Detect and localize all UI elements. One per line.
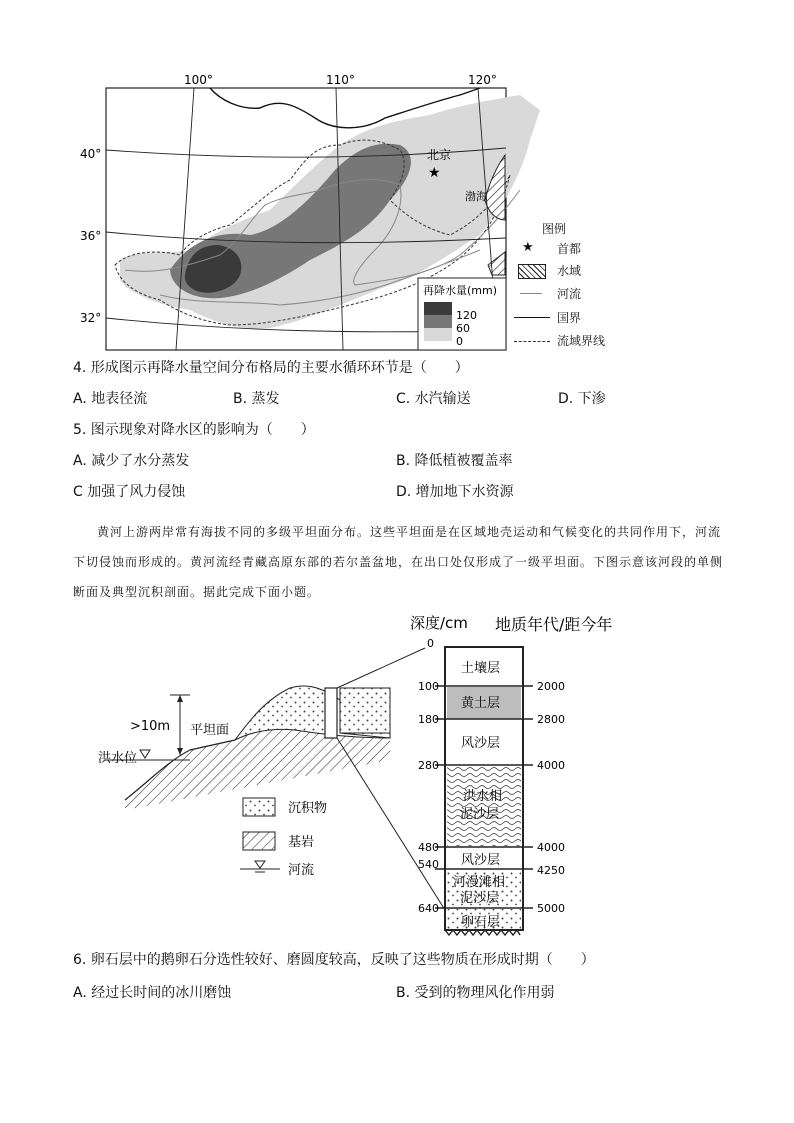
depth-header: 深度/cm (410, 614, 468, 632)
lat-label-40: 40° (80, 147, 102, 161)
legend-basin-icon (514, 341, 550, 342)
layer-label-aeolian-1: 风沙层 (461, 736, 501, 751)
q5-option-d[interactable]: D. 增加地下水资源 (396, 484, 514, 500)
layer-label-soil: 土壤层 (461, 661, 501, 676)
layer-label-flood-2: 泥沙层 (460, 807, 500, 822)
legend-capital-label: 首都 (557, 242, 582, 256)
legend-water-label: 水域 (557, 264, 582, 278)
legend-swatch-mid (424, 315, 452, 328)
q5-stem: 5. 图示现象对降水区的影响为（ ） (73, 422, 315, 438)
lat-label-32: 32° (80, 311, 102, 325)
legend-capital-icon: ★ (522, 240, 534, 255)
layer-label-floodplain-1: 河漫滩相 (453, 875, 506, 890)
sample-column-terrain (325, 688, 337, 738)
legend-border-label: 国界 (557, 311, 582, 325)
height-label: >10m (130, 719, 171, 734)
q4-stem: 4. 形成图示再降水量空间分布格局的主要水循环环节是（ ） (73, 360, 469, 376)
q4-option-c[interactable]: C. 水汽输送 (396, 391, 471, 407)
legend-river-label: 河流 (288, 863, 315, 878)
layer-label-gravel: 卵石层 (461, 915, 501, 930)
q5-option-c[interactable]: C 加强了风力侵蚀 (73, 484, 186, 500)
age-4000-b: 4000 (537, 841, 565, 854)
legend-sediment-label: 沉积物 (288, 801, 328, 816)
legend-water-icon (518, 264, 546, 279)
age-header: 地质年代/距今年 (495, 615, 613, 634)
capital-star-icon: ★ (428, 165, 441, 181)
legend-river-icon (255, 861, 265, 868)
age-2800: 2800 (537, 713, 565, 726)
depth-540: 540 (418, 858, 439, 871)
legend-title: 图例 (542, 222, 567, 236)
legend-val-0: 0 (456, 335, 463, 348)
flat-label: 平坦面 (190, 723, 230, 738)
river-section-diagram (95, 610, 635, 950)
water-level-icon (140, 750, 150, 758)
depth-100: 100 (418, 680, 439, 693)
layer-label-loess: 黄土层 (461, 696, 501, 711)
depth-640: 640 (418, 902, 439, 915)
lon-label-100: 100° (184, 73, 213, 87)
legend-river-icon (520, 293, 542, 294)
age-5000: 5000 (537, 902, 565, 915)
depth-0: 0 (427, 637, 434, 650)
layer-flood (447, 766, 521, 846)
q4-option-d[interactable]: D. 下渗 (558, 391, 606, 407)
depth-180: 180 (418, 713, 439, 726)
lon-label-110: 110° (326, 73, 355, 87)
q5-option-b[interactable]: B. 降低植被覆盖率 (396, 453, 513, 469)
depth-280: 280 (418, 759, 439, 772)
lat-label-36: 36° (80, 229, 102, 243)
age-4250: 4250 (537, 864, 565, 877)
city-label: 北京 (427, 148, 452, 162)
precip-legend-title: 再降水量(mm) (423, 284, 498, 297)
flood-label: 洪水位 (98, 751, 138, 766)
layer-label-aeolian-2: 风沙层 (461, 853, 501, 868)
age-2000: 2000 (537, 680, 565, 693)
bohai-label: 渤海 (465, 190, 487, 203)
q5-option-a[interactable]: A. 减少了水分蒸发 (73, 453, 190, 469)
legend-bedrock-icon (243, 832, 275, 850)
q4-option-b[interactable]: B. 蒸发 (233, 391, 280, 407)
q6-option-b[interactable]: B. 受到的物理风化作用弱 (396, 985, 555, 1001)
legend-border-icon (514, 317, 550, 318)
legend-river-label: 河流 (557, 287, 582, 301)
age-4000-a: 4000 (537, 759, 565, 772)
legend-val-60: 60 (456, 322, 470, 335)
q4-option-a[interactable]: A. 地表径流 (73, 391, 148, 407)
legend-swatch-low (424, 328, 452, 341)
legend-val-120: 120 (456, 309, 477, 322)
sediment-block (340, 688, 390, 733)
map-legend (512, 220, 622, 350)
lon-label-120: 120° (468, 73, 497, 87)
legend-sediment-icon (243, 798, 275, 816)
layer-label-flood-1: 洪水相 (463, 789, 503, 804)
legend-bedrock-label: 基岩 (288, 835, 315, 850)
passage-text: 黄河上游两岸常有海拔不同的多级平坦面分布。这些平坦面是在区域地壳运动和气候变化的共同作用下，河流下切侵蚀而形成的。黄河流经青藏高原东部的若尔盖盆地，在出口处仅形成了一级平坦面。下图示意该河段的单侧断面及典型沉积剖面。据此完成下面小题。 (73, 525, 724, 599)
layer-label-floodplain-2: 泥沙层 (460, 891, 500, 906)
q6-option-a[interactable]: A. 经过长时间的冰川磨蚀 (73, 985, 232, 1001)
q6-stem: 6. 卵石层中的鹅卵石分选性较好、磨圆度较高，反映了这些物质在形成时期（ ） (73, 952, 595, 968)
legend-swatch-high (424, 302, 452, 315)
depth-480: 480 (418, 841, 439, 854)
legend-basin-label: 流域界线 (557, 334, 606, 348)
